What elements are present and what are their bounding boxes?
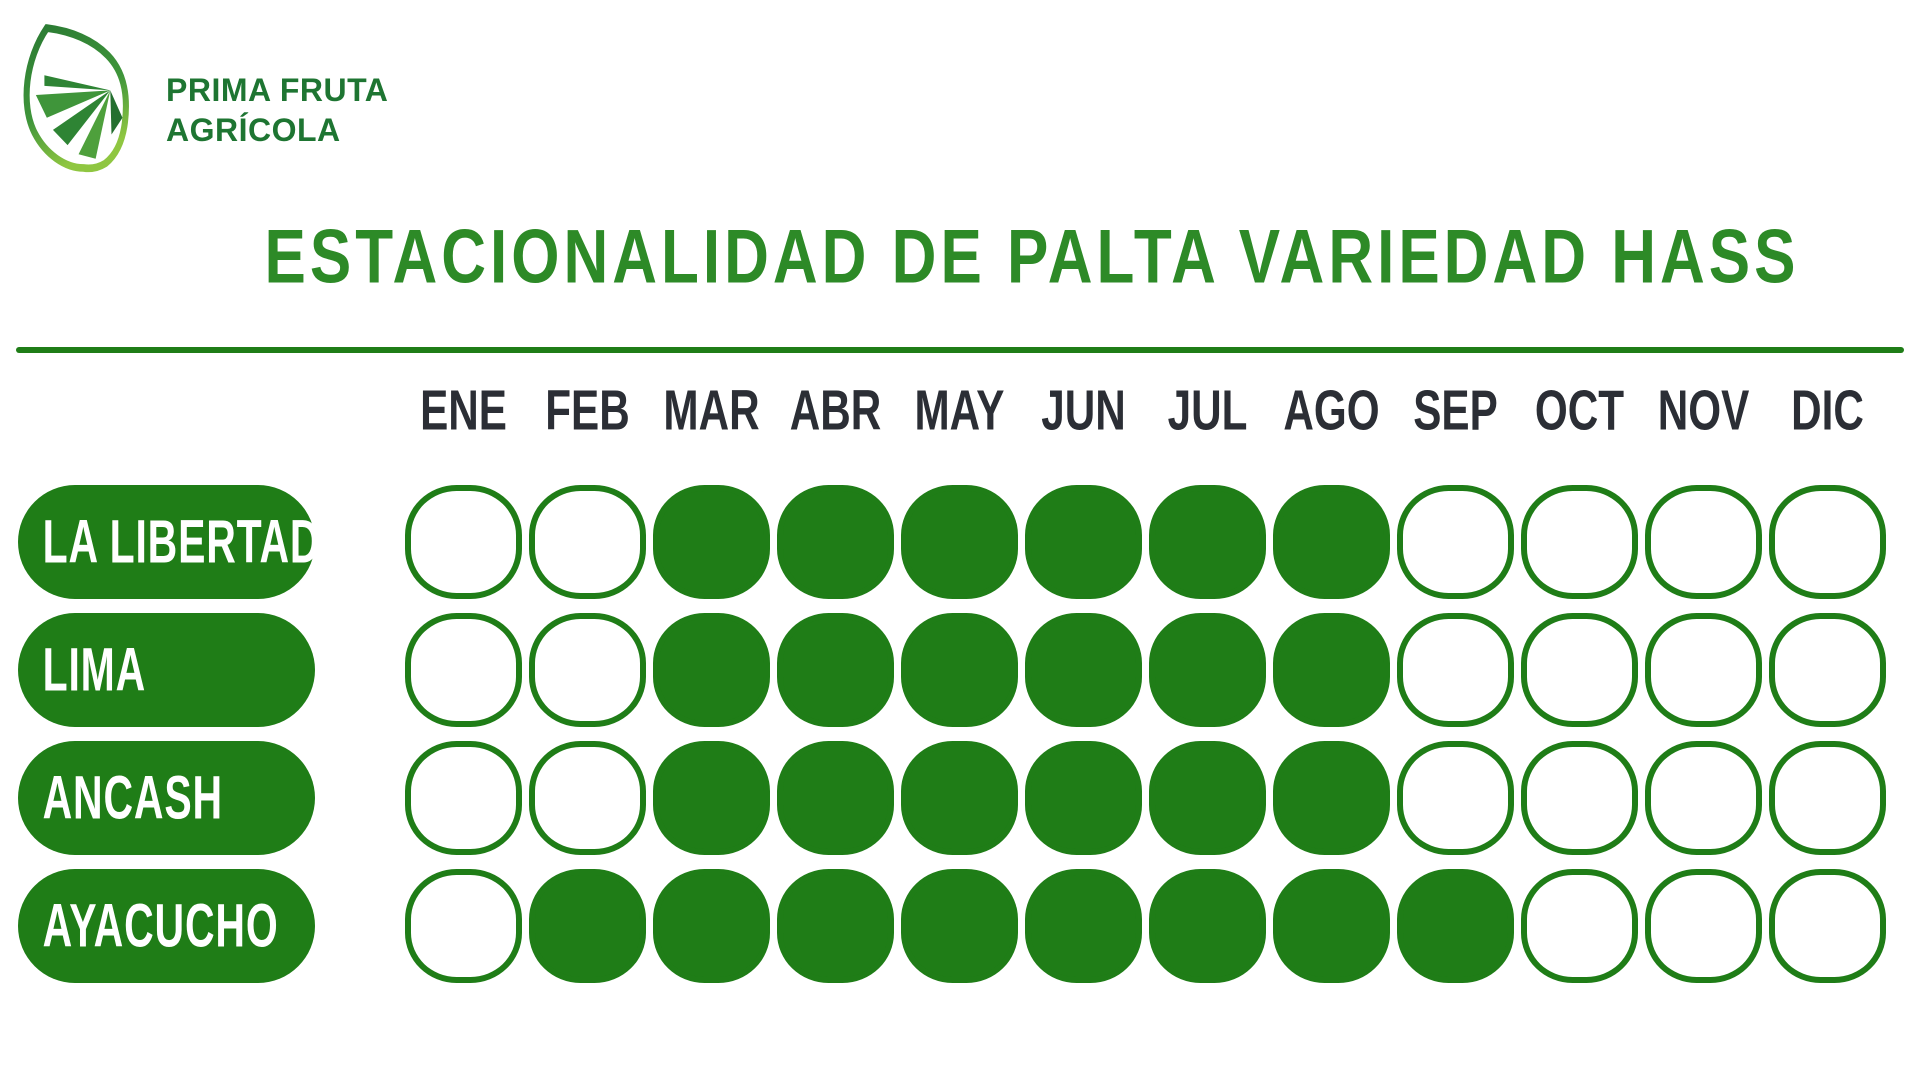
season-cell-filled xyxy=(777,869,894,983)
season-cell-filled xyxy=(529,869,646,983)
season-cell-filled xyxy=(901,613,1018,727)
season-cell-empty xyxy=(405,741,522,855)
region-label: LIMA xyxy=(42,635,147,705)
season-cell-empty xyxy=(1645,485,1762,599)
season-cell-filled xyxy=(901,869,1018,983)
region-row xyxy=(0,741,1920,855)
season-cell-filled xyxy=(1273,613,1390,727)
region-row xyxy=(0,869,1920,983)
month-label: DIC xyxy=(1791,380,1864,443)
season-cell-filled xyxy=(901,485,1018,599)
season-cell-filled xyxy=(777,485,894,599)
season-cell-filled xyxy=(1025,869,1142,983)
season-cell-empty xyxy=(529,741,646,855)
month-label: ABR xyxy=(789,380,882,443)
region-row xyxy=(0,485,1920,599)
month-label: MAR xyxy=(663,380,760,443)
region-label: ANCASH xyxy=(42,763,223,833)
season-cell-empty xyxy=(529,485,646,599)
month-label: MAY xyxy=(914,380,1005,443)
region-pill xyxy=(18,613,315,727)
month-label: ENE xyxy=(420,380,507,443)
season-cell-empty xyxy=(1521,613,1638,727)
region-pill xyxy=(18,741,315,855)
month-label: FEB xyxy=(545,380,630,443)
month-label: NOV xyxy=(1657,380,1750,443)
month-label: SEP xyxy=(1413,380,1498,443)
page-title: ESTACIONALIDAD DE PALTA VARIEDAD HASS xyxy=(264,215,1800,300)
season-cell-empty xyxy=(1521,485,1638,599)
season-cell-filled xyxy=(1025,485,1142,599)
month-label: JUL xyxy=(1167,380,1248,443)
season-cell-filled xyxy=(653,613,770,727)
season-cell-empty xyxy=(1397,613,1514,727)
region-pill xyxy=(18,485,321,599)
season-cell-empty xyxy=(1521,741,1638,855)
season-cell-filled xyxy=(777,741,894,855)
season-cell-filled xyxy=(777,613,894,727)
logo-line1: PRIMA FRUTA xyxy=(166,72,389,108)
season-cell-empty xyxy=(1397,485,1514,599)
season-cell-filled xyxy=(1149,741,1266,855)
season-cell-filled xyxy=(1273,869,1390,983)
season-cell-filled xyxy=(901,741,1018,855)
season-cell-filled xyxy=(1149,869,1266,983)
season-cell-filled xyxy=(653,869,770,983)
season-cell-filled xyxy=(1149,613,1266,727)
season-cell-empty xyxy=(1645,869,1762,983)
region-label: AYACUCHO xyxy=(42,891,279,961)
season-cell-empty xyxy=(1521,869,1638,983)
region-row xyxy=(0,613,1920,727)
month-label: OCT xyxy=(1534,380,1625,443)
season-cell-filled xyxy=(1273,741,1390,855)
season-cell-empty xyxy=(405,613,522,727)
season-cell-filled xyxy=(1149,485,1266,599)
season-cell-empty xyxy=(1769,485,1886,599)
season-cell-filled xyxy=(1025,741,1142,855)
season-cell-empty xyxy=(1769,869,1886,983)
season-cell-filled xyxy=(1025,613,1142,727)
season-cell-filled xyxy=(1397,869,1514,983)
month-label: JUN xyxy=(1041,380,1126,443)
season-cell-empty xyxy=(405,485,522,599)
month-label: AGO xyxy=(1283,380,1380,443)
season-cell-empty xyxy=(1397,741,1514,855)
season-cell-filled xyxy=(653,741,770,855)
season-cell-filled xyxy=(653,485,770,599)
season-cell-empty xyxy=(405,869,522,983)
season-cell-empty xyxy=(1769,741,1886,855)
season-cell-empty xyxy=(529,613,646,727)
season-cell-empty xyxy=(1769,613,1886,727)
region-label: LA LIBERTAD xyxy=(42,507,321,577)
season-cell-filled xyxy=(1273,485,1390,599)
region-pill xyxy=(18,869,315,983)
season-cell-empty xyxy=(1645,613,1762,727)
season-cell-empty xyxy=(1645,741,1762,855)
logo-line2: AGRÍCOLA xyxy=(166,112,341,148)
